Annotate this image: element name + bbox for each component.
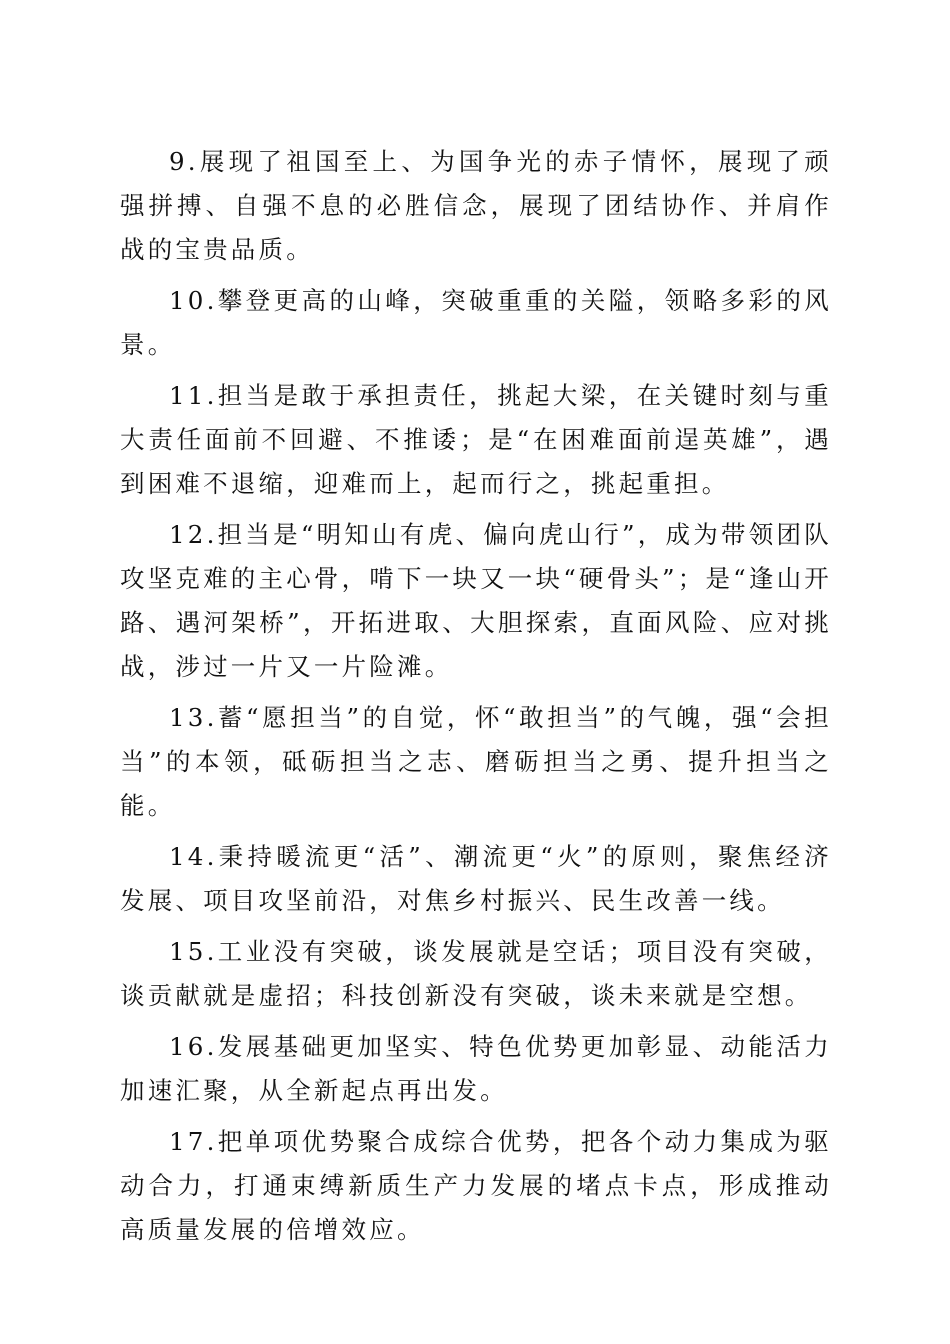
paragraph-14: 14.秉持暖流更“活”、潮流更“火”的原则，聚焦经济发展、项目攻坚前沿，对焦乡村振兴、民生改善一线。 — [120, 842, 832, 915]
paragraph-11: 11.担当是敢于承担责任，挑起大梁，在关键时刻与重大责任面前不回避、不推诿；是“在困难面前逞英雄”，遇到困难不退缩，迎难而上，起而行之，挑起重担。 — [120, 381, 832, 498]
paragraph-10: 10.攀登更高的山峰，突破重重的关隘，领略多彩的风景。 — [120, 286, 832, 359]
document-body — [120, 140, 832, 1259]
paragraph-13: 13.蓄“愿担当”的自觉，怀“敢担当”的气魄，强“会担当”的本领，砥砺担当之志、磨砺担当之勇、提升担当之能。 — [120, 703, 832, 820]
paragraph-17: 17.把单项优势聚合成综合优势，把各个动力集成为驱动合力，打通束缚新质生产力发展的堵点卡点，形成推动高质量发展的倍增效应。 — [120, 1127, 832, 1244]
paragraph-15: 15.工业没有突破，谈发展就是空话；项目没有突破，谈贡献就是虚招；科技创新没有突破，谈未来就是空想。 — [120, 937, 832, 1010]
paragraph-16: 16.发展基础更加坚实、特色优势更加彰显、动能活力加速汇聚，从全新起点再出发。 — [120, 1032, 832, 1105]
paragraph-12: 12.担当是“明知山有虎、偏向虎山行”，成为带领团队攻坚克难的主心骨，啃下一块又一块“硬骨头”；是“逢山开路、遇河架桥”，开拓进取、大胆探索，直面风险、应对挑战，涉过一片又一片险滩。 — [120, 520, 832, 681]
paragraph-9: 9.展现了祖国至上、为国争光的赤子情怀，展现了顽强拼搏、自强不息的必胜信念，展现了团结协作、并肩作战的宝贵品质。 — [120, 147, 832, 264]
